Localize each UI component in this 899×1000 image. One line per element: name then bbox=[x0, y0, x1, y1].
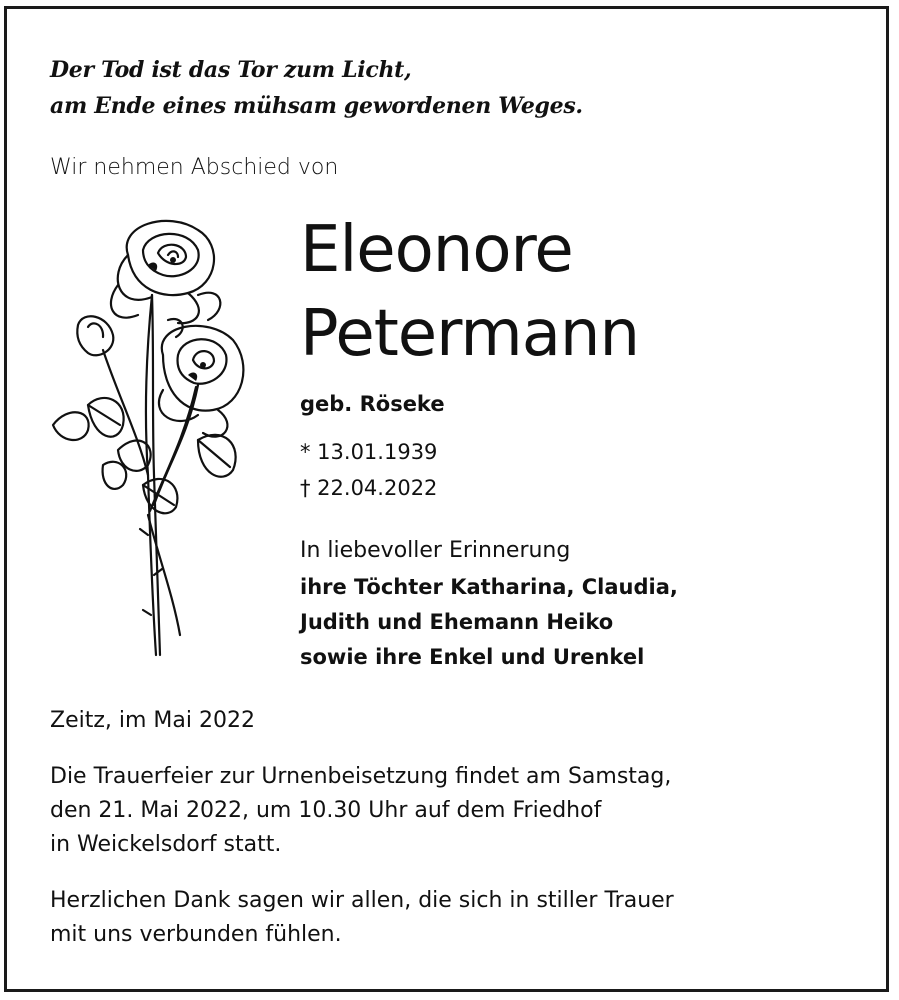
last-name: Petermann bbox=[300, 297, 640, 371]
life-dates bbox=[300, 434, 437, 506]
family-line-1: ihre Töchter Katharina, Claudia, bbox=[300, 575, 678, 599]
first-name: Eleonore bbox=[300, 213, 573, 287]
thanks-line-2: mit uns verbunden fühlen. bbox=[50, 922, 342, 947]
death-date: † 22.04.2022 bbox=[300, 476, 438, 500]
thanks-line-1: Herzlichen Dank sagen wir allen, die sich in stiller Trauer bbox=[50, 888, 674, 913]
ceremony-line-2: den 21. Mai 2022, um 10.30 Uhr auf dem Friedhof bbox=[50, 798, 602, 823]
place-date: Zeitz, im Mai 2022 bbox=[50, 708, 255, 733]
birth-name: geb. Röseke bbox=[300, 392, 445, 416]
birth-date: * 13.01.1939 bbox=[300, 440, 438, 464]
deceased-name bbox=[300, 208, 639, 376]
memory-line bbox=[300, 534, 570, 568]
quote bbox=[50, 52, 583, 124]
family-line-3: sowie ihre Enkel und Urenkel bbox=[300, 645, 645, 669]
ceremony-notice bbox=[50, 760, 671, 862]
quote-line-2: am Ende eines mühsam gewordenen Weges. bbox=[50, 93, 583, 119]
ceremony-line-3: in Weickelsdorf statt. bbox=[50, 832, 282, 857]
ceremony-line-1: Die Trauerfeier zur Urnenbeisetzung findet am Samstag, bbox=[50, 764, 672, 789]
quote-line-1: Der Tod ist das Tor zum Licht, bbox=[50, 57, 412, 83]
rose-illustration-icon bbox=[48, 215, 258, 665]
thanks-text bbox=[50, 884, 674, 952]
memory-text: In liebevoller Erinnerung bbox=[300, 538, 571, 563]
intro-text: Wir nehmen Abschied von bbox=[50, 155, 339, 180]
family-signature bbox=[300, 570, 678, 675]
family-line-2: Judith und Ehemann Heiko bbox=[300, 610, 614, 634]
